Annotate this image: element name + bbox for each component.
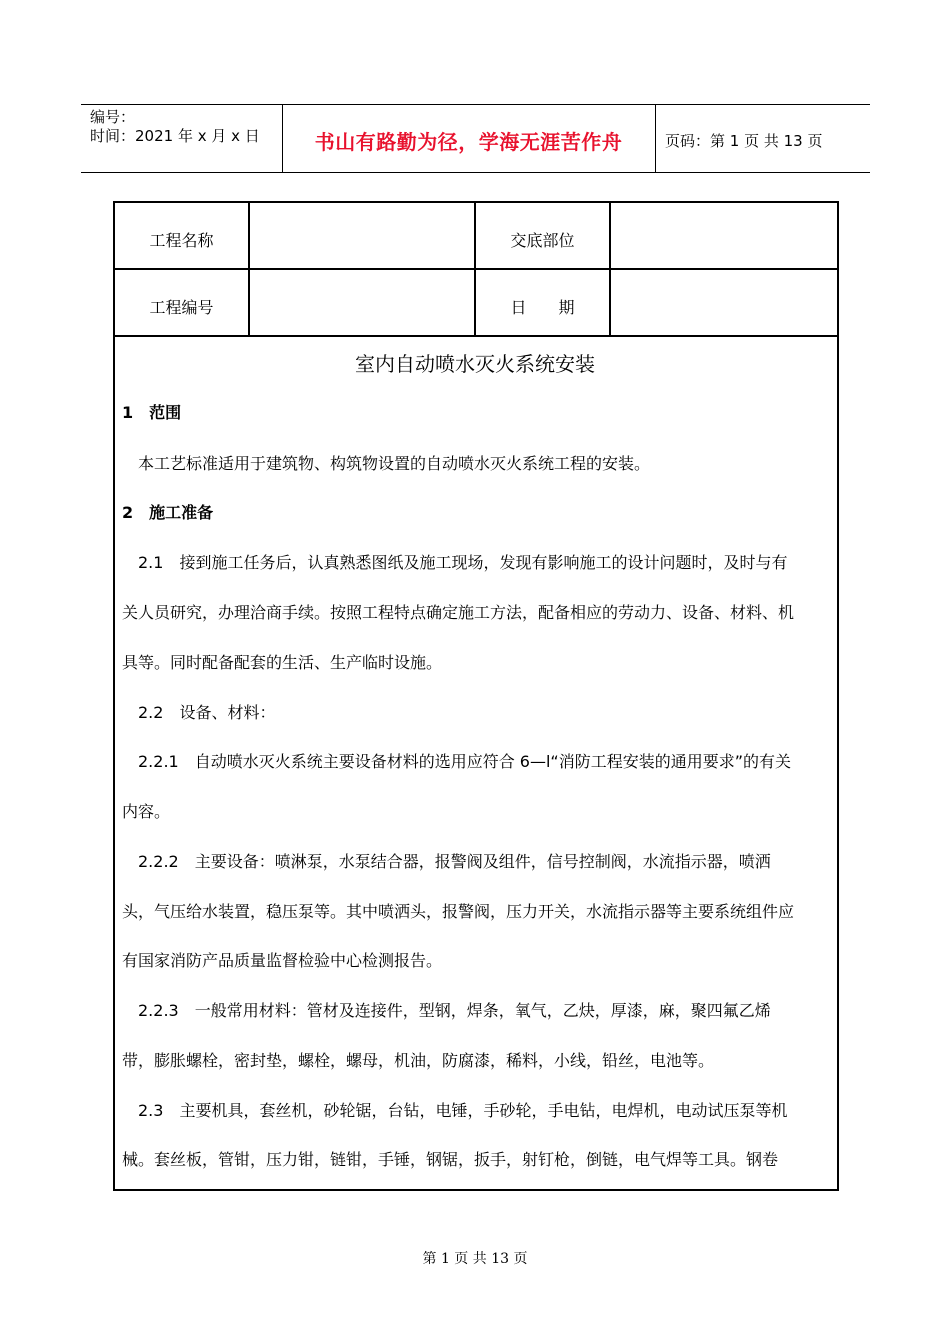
table-col-divider-1 [248, 201, 250, 337]
section-heading-scope: 1 范围 [122, 403, 182, 422]
handover-part-label: 交底部位 [510, 231, 575, 250]
body-line: 2.1 接到施工任务后，认真熟悉图纸及施工现场，发现有影响施工的设计问题时，及时与有 [122, 553, 788, 572]
header-number: 编号： [90, 108, 136, 126]
body-line: 关人员研究，办理洽商手续。按照工程特点确定施工方法，配备相应的劳动力、设备、材料、机 [122, 603, 795, 622]
header-motto: 书山有路勤为径，学海无涯苦作舟 [314, 130, 623, 154]
header-page-info: 页码：第 1 页 共 13 页 [665, 132, 823, 150]
body-line: 2.2.2 主要设备：喷淋泵，水泵结合器，报警阀及组件，信号控制阀，水流指示器，喷洒 [122, 852, 771, 871]
body-line: 具等。同时配备配套的生活、生产临时设施。 [122, 653, 443, 672]
section-heading-preparation: 2 施工准备 [122, 503, 214, 522]
body-line: 本工艺标准适用于建筑物、构筑物设置的自动喷水灭火系统工程的安装。 [122, 454, 651, 473]
header-meta [90, 108, 260, 146]
header-divider-right [655, 104, 656, 172]
body-line: 2.2.3 一般常用材料：管材及连接件，型钢，焊条，氧气，乙炔，厚漆，麻，聚四氟乙烯 [122, 1001, 771, 1020]
project-code-label: 工程编号 [149, 298, 214, 317]
document-title: 室内自动喷水灭火系统安装 [355, 352, 595, 376]
body-line: 带，膨胀螺栓，密封垫，螺栓，螺母，机油，防腐漆，稀料，小线，铅丝，电池等。 [122, 1051, 715, 1070]
header-top-rule [81, 104, 870, 105]
body-line: 头，气压给水装置，稳压泵等。其中喷洒头，报警阀，压力开关，水流指示器等主要系统组件应 [122, 902, 795, 921]
header-time: 时间：2021 年 x 月 x 日 [90, 127, 260, 145]
body-line: 2.2.1 自动喷水灭火系统主要设备材料的选用应符合 6—l“消防工程安装的通用要求”的有关 [122, 752, 792, 771]
body-line: 械。套丝板，管钳，压力钳，链钳，手锤，钢锯，扳手，射钉枪，倒链，电气焊等工具。钢卷 [122, 1150, 779, 1169]
body-line: 2.2 设备、材料： [122, 703, 276, 722]
footer-page-number: 第 1 页 共 13 页 [422, 1251, 528, 1267]
body-line: 2.3 主要机具，套丝机，砂轮锯，台钻，电锤，手砂轮，手电钻，电焊机，电动试压泵等机 [122, 1101, 788, 1120]
table-col-divider-3 [609, 201, 611, 337]
date-label: 日 期 [510, 298, 575, 317]
body-line: 有国家消防产品质量监督检验中心检测报告。 [122, 951, 443, 970]
body-line: 内容。 [122, 802, 171, 821]
project-name-label: 工程名称 [149, 231, 214, 250]
header-bottom-rule [81, 172, 870, 173]
